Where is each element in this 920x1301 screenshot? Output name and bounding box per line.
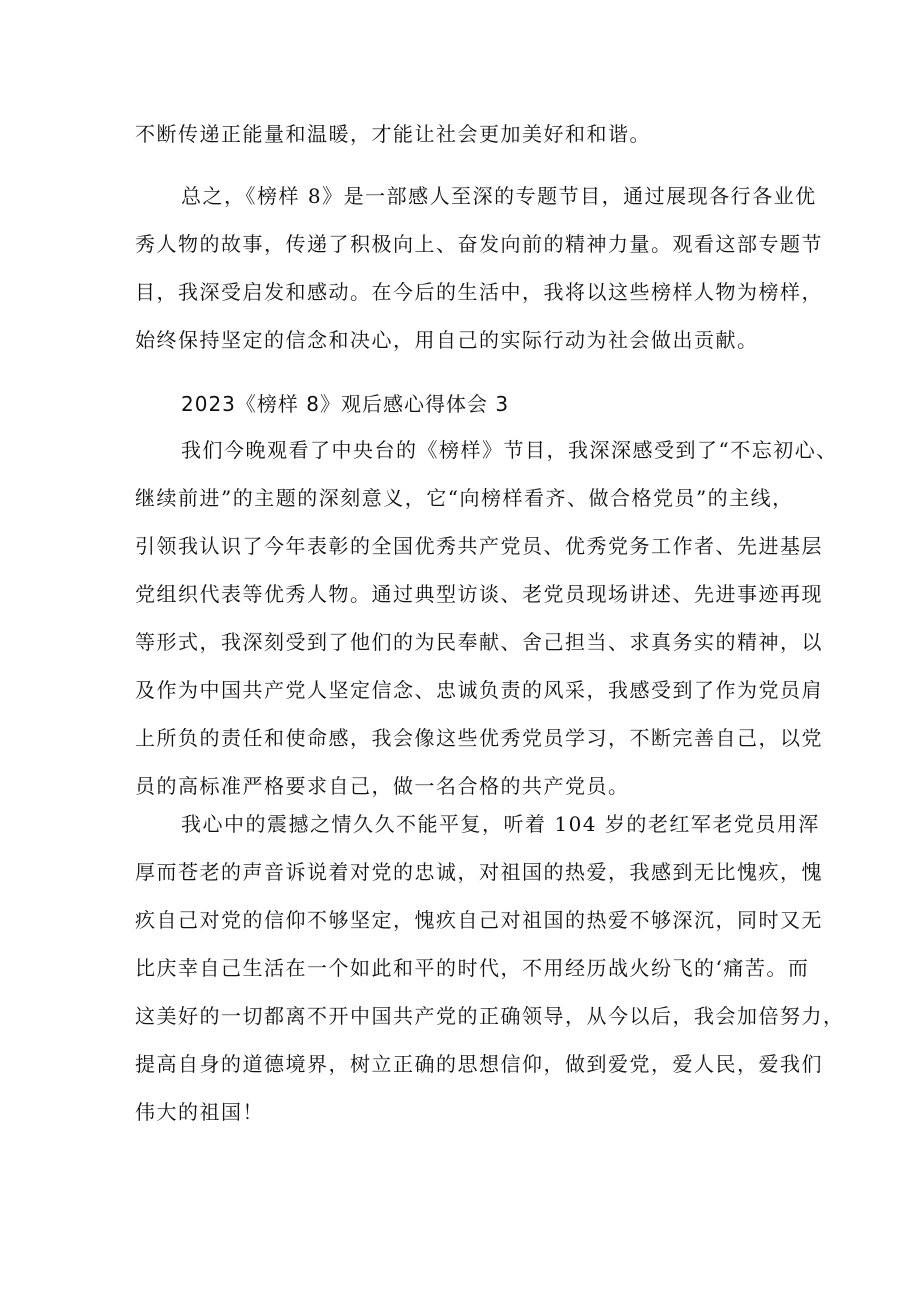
text-line: 不断传递正能量和温暖，才能让社会更加美好和和谐。 <box>135 122 651 146</box>
text-line: 秀人物的故事，传递了积极向上、奋发向前的精神力量。观看这部专题节 <box>135 232 823 256</box>
paragraph-conclusion <box>135 172 823 364</box>
paragraph-continuation <box>135 110 790 158</box>
text-line: 提高自身的道德境界，树立正确的思想信仰，做到爱党，爱人民，爱我们 <box>135 1052 823 1076</box>
paragraph-body-1 <box>135 426 838 810</box>
text-line: 这美好的一切都离不开中国共产党的正确领导，从今以后，我会加倍努力， <box>135 1004 845 1028</box>
text-line: 疚自己对党的信仰不够坚定，愧疚自己对祖国的热爱不够深沉，同时又无 <box>135 908 823 932</box>
text-line: 引领我认识了今年表彰的全国优秀共产党员、优秀党务工作者、先进基层 <box>135 534 823 558</box>
text-line: 我们今晚观看了中央台的《榜样》节目，我深深感受到了“不忘初心、 <box>181 438 838 462</box>
text-line: 等形式，我深刻受到了他们的为民奉献、舍己担当、求真务实的精神，以 <box>135 630 823 654</box>
text-line: 总之，《榜样 8》是一部感人至深的专题节目，通过展现各行各业优 <box>181 184 817 208</box>
text-line: 我心中的震撼之情久久不能平复，听着 104 岁的老红军老党员用浑 <box>181 812 820 836</box>
text-line: 员的高标准严格要求自己，做一名合格的共产党员。 <box>135 774 630 798</box>
text-line: 上所负的责任和使命感，我会像这些优秀党员学习，不断完善自己，以党 <box>135 726 823 750</box>
text-line: 比庆幸自己生活在一个如此和平的时代，不用经历战火纷飞的‘痛苦。而 <box>135 956 810 980</box>
text-line: 始终保持坚定的信念和决心，用自己的实际行动为社会做出贡献。 <box>135 328 759 352</box>
text-line: 厚而苍老的声音诉说着对党的忠诚，对祖国的热爱，我感到无比愧疚，愧 <box>135 860 823 884</box>
text-line: 党组织代表等优秀人物。通过典型访谈、老党员现场讲述、先进事迹再现 <box>135 582 823 606</box>
text-line: 伟大的祖国！ <box>135 1100 264 1124</box>
section-heading: 2023《榜样 8》观后感心得体会 3 <box>181 392 510 416</box>
text-line: 及作为中国共产党人坚定信念、忠诚负责的风采，我感受到了作为党员肩 <box>135 678 823 702</box>
paragraph-body-2 <box>135 800 845 1136</box>
text-line: 继续前进”的主题的深刻意义，它“向榜样看齐、做合格党员”的主线， <box>135 486 794 510</box>
text-line: 目，我深受启发和感动。在今后的生活中，我将以这些榜样人物为榜样， <box>135 280 823 304</box>
